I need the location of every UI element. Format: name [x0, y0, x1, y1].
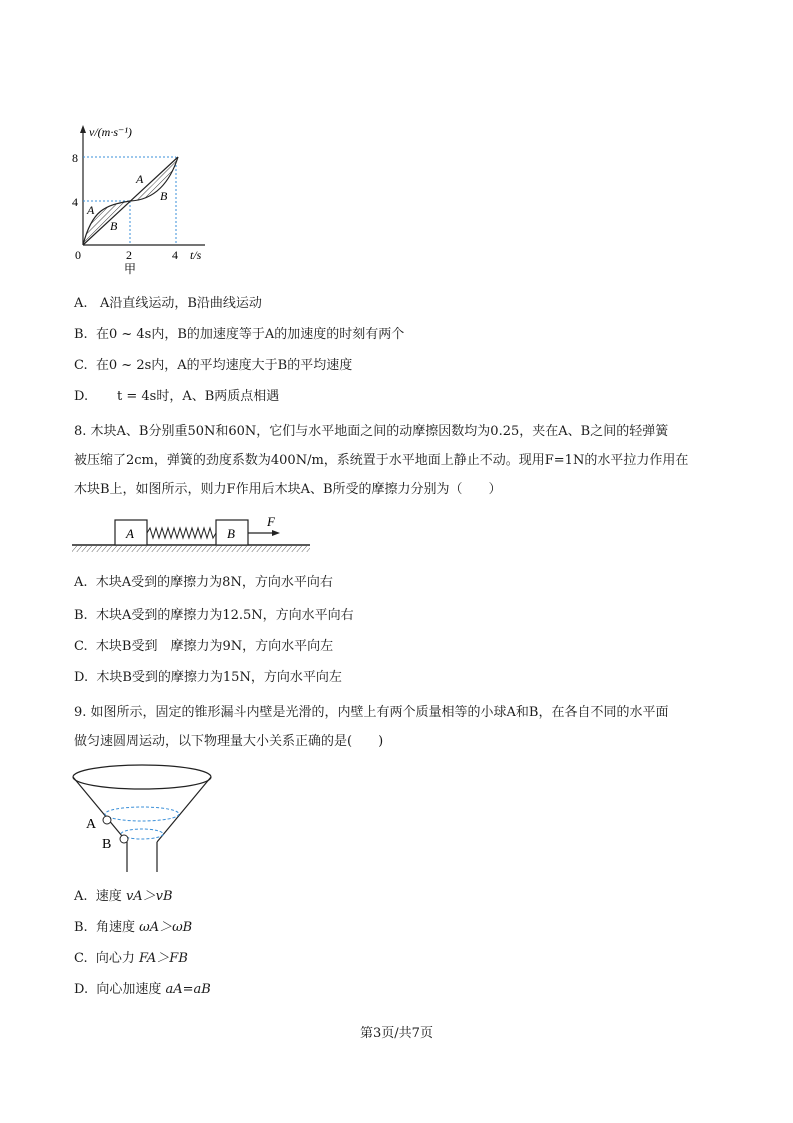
q9-option-a[interactable] — [74, 888, 173, 906]
option-text: 在0 ~ 2s内，A的平均速度大于B的平均速度 — [95, 358, 353, 373]
option-prefix: 角速度 — [95, 920, 140, 935]
option-text: 木块B受到的摩擦力为15N，方向水平向左 — [96, 670, 342, 685]
option-letter: A. — [74, 575, 88, 590]
ball-b-label: B — [102, 837, 112, 852]
q9-line-1: 9. 如图所示，固定的锥形漏斗内壁是光滑的，内壁上有两个质量相等的小球A和B，在各自不同的水平面 — [74, 705, 669, 720]
q9-option-d[interactable] — [74, 981, 211, 999]
q8-question — [74, 417, 724, 504]
option-letter: B. — [74, 608, 88, 623]
q7-option-b[interactable] — [74, 326, 404, 344]
x-tick-0: 0 — [75, 248, 81, 262]
q8-line-3: 木块B上，如图所示，则力F作用后木块A、B所受的摩擦力分别为（ ） — [74, 482, 502, 497]
spring — [147, 528, 216, 538]
option-letter: B. — [74, 920, 88, 935]
spring-block-figure — [70, 512, 315, 560]
funnel-rim — [73, 765, 211, 789]
option-text: 木块A受到的摩擦力为12.5N，方向水平向右 — [95, 608, 354, 623]
option-letter: C. — [74, 358, 88, 373]
q8-option-a[interactable] — [74, 574, 333, 592]
q8-line-2: 被压缩了2cm，弹簧的劲度系数为400N/m，系统置于水平地面上静止不动。现用F=1N的水平拉力作用在 — [74, 453, 689, 468]
option-text: 木块B受到 摩擦力为9N，方向水平向左 — [95, 639, 334, 654]
force-label: F — [267, 514, 275, 529]
y-axis-arrow — [80, 125, 86, 133]
label-a-upper: A — [136, 172, 144, 186]
label-a-lower: B — [110, 219, 118, 233]
q8-option-c[interactable] — [74, 638, 333, 656]
x-axis-label: t/s — [190, 248, 202, 262]
ground-hatch — [72, 546, 310, 552]
force-arrowhead — [272, 530, 280, 536]
ball-a-label: A — [86, 817, 97, 832]
funnel-figure — [70, 762, 220, 877]
q9-line-2: 做匀速圆周运动，以下物理量大小关系正确的是( ) — [74, 734, 384, 749]
option-text: t = 4s时，A、B两质点相遇 — [117, 389, 280, 404]
y-tick-4: 4 — [72, 195, 78, 209]
label-b-lower: A — [87, 203, 95, 217]
option-formula: FA＞FB — [139, 951, 188, 966]
q9-question — [74, 698, 724, 756]
block-b-label: B — [227, 526, 235, 541]
option-text: 在0 ~ 4s内，B的加速度等于A的加速度的时刻有两个 — [95, 327, 405, 342]
option-prefix: 速度 — [95, 889, 126, 904]
q9-option-b[interactable] — [74, 919, 192, 937]
option-prefix: 向心加速度 — [96, 982, 166, 997]
q8-line-1: 8. 木块A、B分别重50N和60N，它们与水平地面之间的动摩擦因数均为0.25，夹在A、B之间的轻弹簧 — [74, 424, 669, 439]
option-letter: A. — [74, 889, 88, 904]
option-letter: B. — [74, 327, 88, 342]
option-formula: ωA＞ωB — [139, 920, 193, 935]
q8-option-b[interactable] — [74, 607, 354, 625]
option-formula: vA＞vB — [125, 889, 173, 904]
page-footer: 第3页/共7页 — [360, 1026, 433, 1041]
ball-a — [103, 816, 111, 824]
option-formula: aA=aB — [165, 982, 211, 997]
label-b-upper: B — [160, 189, 168, 203]
option-text: 木块A受到的摩擦力为8N，方向水平向右 — [95, 575, 333, 590]
ball-b — [120, 835, 128, 843]
graph-caption: 甲 — [124, 262, 137, 276]
q9-option-c[interactable] — [74, 950, 188, 968]
option-letter: D. — [74, 389, 89, 404]
option-text: A沿直线运动，B沿曲线运动 — [99, 296, 262, 311]
q7-option-a[interactable] — [74, 295, 262, 313]
x-tick-4: 4 — [172, 248, 178, 262]
option-letter: D. — [74, 670, 89, 685]
orbit-a — [105, 807, 179, 821]
y-axis-label: v/(m·s⁻¹) — [89, 125, 132, 139]
q7-option-d[interactable] — [74, 388, 279, 406]
option-letter: C. — [74, 951, 88, 966]
option-letter: A. — [74, 296, 88, 311]
x-tick-2: 2 — [126, 248, 132, 262]
option-letter: C. — [74, 639, 88, 654]
option-letter: D. — [74, 982, 89, 997]
block-a-label: A — [126, 526, 134, 541]
velocity-time-graph — [70, 120, 220, 285]
q8-option-d[interactable] — [74, 669, 342, 687]
y-tick-8: 8 — [72, 151, 78, 165]
option-prefix: 向心力 — [95, 951, 140, 966]
q7-option-c[interactable] — [74, 357, 352, 375]
